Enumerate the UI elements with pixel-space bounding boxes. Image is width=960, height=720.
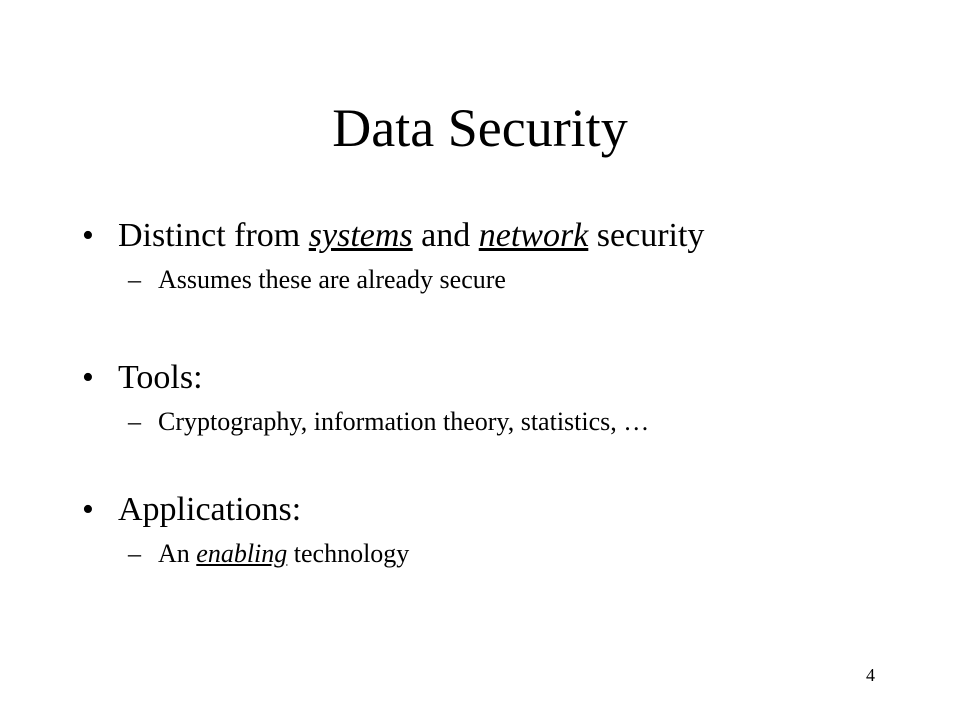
- bullet-text: Distinct from: [118, 217, 309, 254]
- sub-bullet-text: technology: [287, 539, 410, 568]
- sub-bullet-text: Cryptography, information theory, statistics, …: [158, 407, 650, 436]
- bullet-item: [82, 358, 203, 398]
- slide-title: Data Security: [332, 98, 628, 158]
- sub-bullet-item: [128, 538, 409, 570]
- bullet-text: security: [588, 217, 705, 254]
- sub-bullet-text: Assumes these are already secure: [158, 265, 506, 294]
- sub-bullet-text: An: [158, 539, 197, 568]
- bullet-text: and: [412, 217, 479, 254]
- emphasized-term: systems: [308, 217, 413, 254]
- dash-marker: –: [128, 539, 141, 568]
- bullet-marker: •: [82, 217, 94, 254]
- bullet-marker: •: [82, 491, 94, 528]
- emphasized-term: enabling: [196, 539, 288, 568]
- bullet-item: [82, 490, 301, 530]
- sub-bullet-item: [128, 406, 649, 438]
- page-number: 4: [866, 665, 875, 685]
- bullet-text: Tools:: [118, 359, 203, 396]
- bullet-text: Applications:: [118, 491, 302, 528]
- dash-marker: –: [128, 265, 141, 294]
- sub-bullet-item: [128, 264, 506, 296]
- emphasized-term: network: [478, 217, 589, 254]
- dash-marker: –: [128, 407, 141, 436]
- bullet-item: [82, 216, 704, 256]
- bullet-marker: •: [82, 359, 94, 396]
